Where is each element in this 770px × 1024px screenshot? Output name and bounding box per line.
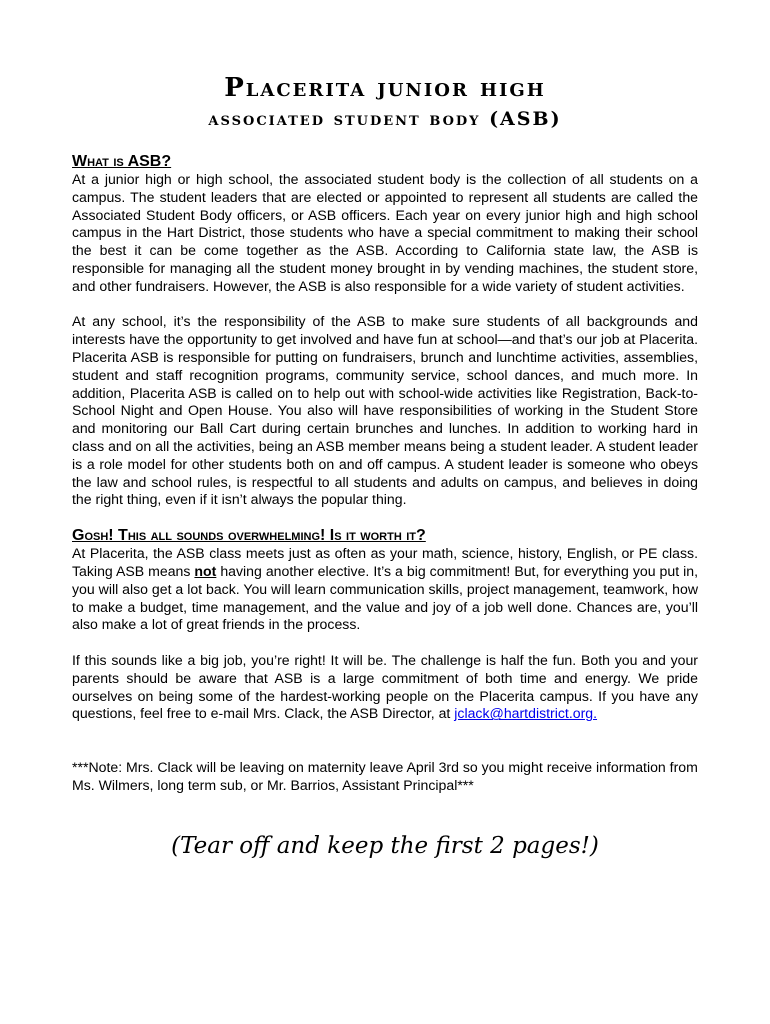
section-heading-worth-it: Gosh! This all sounds overwhelming! Is it worth it?: [72, 527, 426, 545]
paragraph-asb-responsibilities: At any school, it’s the responsibility of the ASB to make sure students of all backgrounds and interests have the opportunity to get involved and have fun at school—and that’s our job at Placerita. Placerita ASB is responsible for putting on fundraisers, brunch and lunchtime activities, assemblies, student and staff recognition programs, community service, school dances, and much more. In addition, Placerita ASB is called on to help out with school-wide activities like Registration, Back-to-School Night and Open House. You also will have responsibilities of working in the Student Store and monitoring our Ball Cart during certain brunches and lunches. In addition to working hard in class and on all the activities, being an ASB member means being a student leader. A student leader is a role model for other students both on and off campus. A student leader is someone who obeys the law and school rules, is respectful to all students and adults on campus, and believes in doing the right thing, even if it isn’t always the popular thing.: [72, 313, 698, 508]
emphasis-not: not: [194, 562, 217, 579]
contact-text: If this sounds like a big job, you’re right! It will be. The challenge is half the fun. Both you and your parents should be aware that ASB is a large commitment of both time and energy. We pride ourselves on being some of the hardest-working people on the Placerita campus. If you have any questions, feel free to e-mail Mrs. Clack, the ASB Director, at: [72, 651, 698, 722]
page-subtitle: associated student body (ASB): [208, 108, 562, 130]
tear-off-notice: (Tear off and keep the first 2 pages!): [171, 832, 599, 859]
commitment-text-start: At Placerita, the ASB class meets just as often as your math, science, history, English, or PE class. Taking ASB means: [72, 545, 698, 579]
email-link[interactable]: jclack@hartdistrict.org.: [454, 705, 598, 722]
commitment-text-end: having another elective. It’s a big commitment! But, for everything you put in, you will also get a lot back. You will learn communication skills, project management, teamwork, how to make a budget, time management, and the value and joy of a job well done. Chances are, you’ll also make a lot of great friends in the process.: [72, 562, 698, 633]
paragraph-contact: [72, 652, 698, 723]
paragraph-commitment: [72, 545, 698, 634]
paragraph-asb-definition: At a junior high or high school, the associated student body is the collection of all students on a campus. The student leaders that are elected or appointed to represent all students are called the Associated Student Body officers, or ASB officers. Each year on every junior high and high school campus in the Hart District, those students who have a special commitment to making their school the best it can be come together as the ASB. According to California state law, the ASB is responsible for managing all the student money brought in by vending machines, the student store, and other fundraisers. However, the ASB is also responsible for a wide variety of student activities.: [72, 171, 698, 294]
maternity-leave-note: ***Note: Mrs. Clack will be leaving on maternity leave April 3rd so you might receive information from Ms. Wilmers, long term sub, or Mr. Barrios, Assistant Principal***: [72, 759, 698, 793]
section-heading-what-is-asb: What is ASB?: [72, 153, 172, 170]
page-title: Placerita junior high: [224, 73, 546, 103]
document-page: [72, 72, 698, 861]
